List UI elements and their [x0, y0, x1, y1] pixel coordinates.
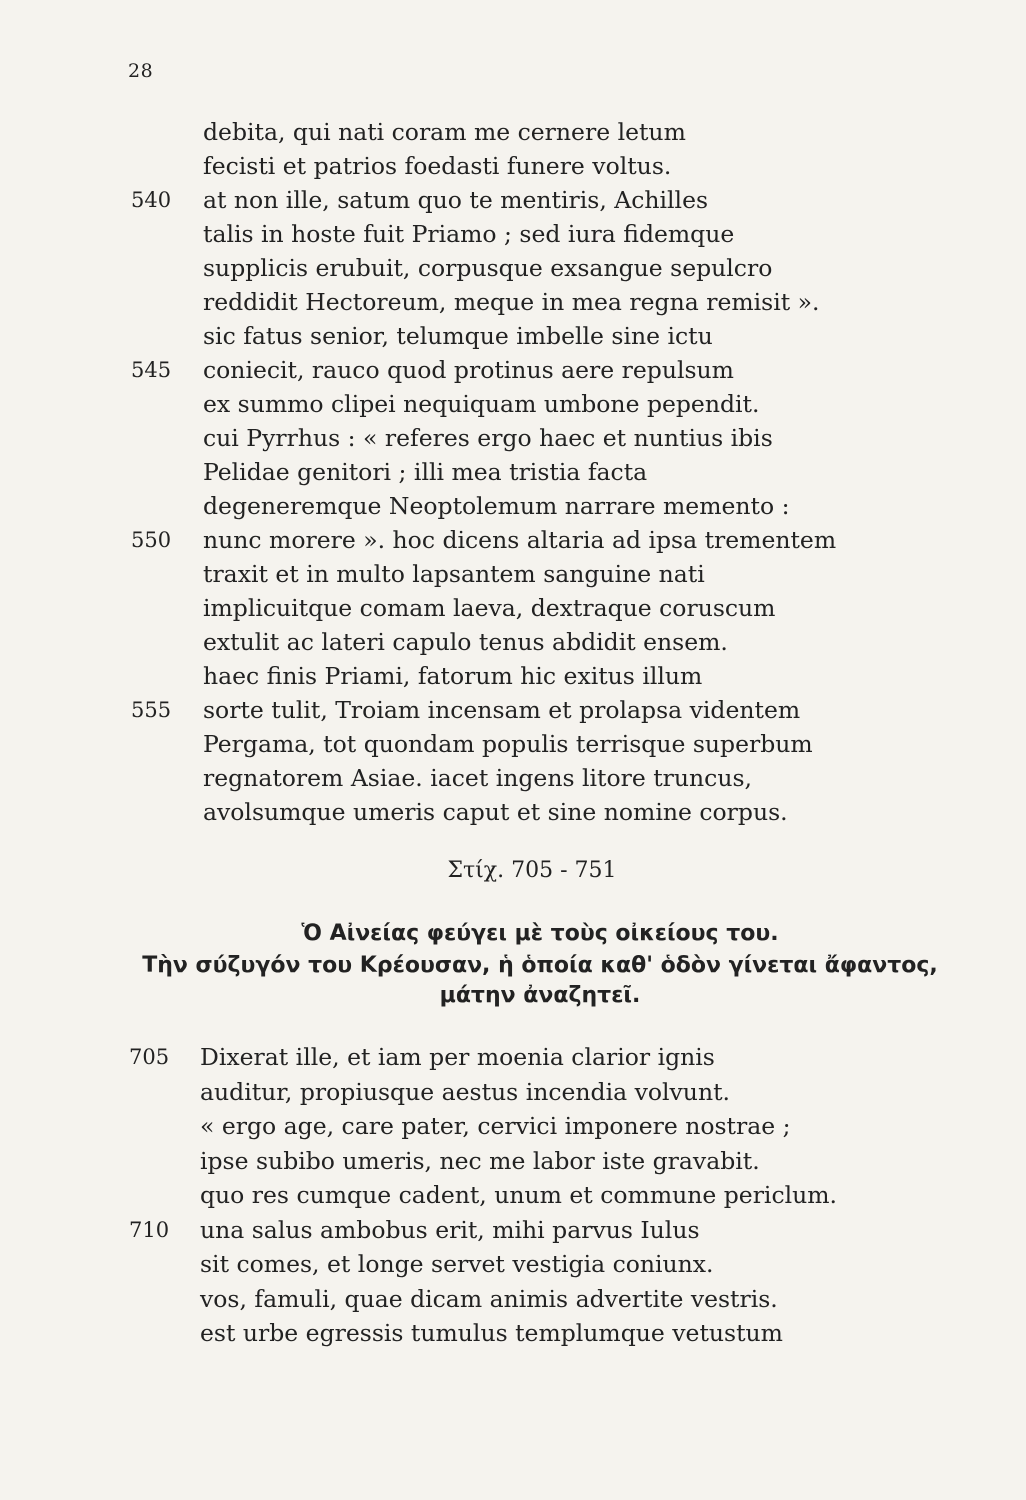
- verse-line: [0, 387, 1026, 421]
- verse-passage-2: [0, 1040, 1026, 1351]
- verse-line: [0, 1316, 1026, 1351]
- verse-text: auditur, propiusque aestus incendia volvunt.: [200, 1077, 730, 1106]
- line-number: 545: [131, 358, 172, 382]
- verse-text: coniecit, rauco quod protinus aere repulsum: [203, 356, 734, 384]
- verse-line: [0, 489, 1026, 523]
- line-number: 540: [131, 188, 172, 212]
- verse-line: [0, 693, 1026, 727]
- line-number: 550: [131, 528, 172, 552]
- verse-text: sit comes, et longe servet vestigia coniunx.: [200, 1250, 714, 1278]
- verse-line: [0, 591, 1026, 625]
- verse-line: [0, 523, 1026, 557]
- verse-line: [0, 1109, 1026, 1144]
- line-number: 555: [131, 698, 172, 722]
- verse-text: regnatorem Asiae. iacet ingens litore truncus,: [203, 764, 753, 792]
- verse-text: Pelidae genitori ; illi mea tristia facta: [203, 458, 648, 486]
- verse-text: reddidit Hectoreum, meque in mea regna remisit ».: [203, 288, 820, 316]
- page-number: 28: [128, 60, 154, 82]
- verse-text: est urbe egressis tumulus templumque vetustum: [200, 1319, 783, 1347]
- verse-line: [0, 1178, 1026, 1213]
- verse-line: [0, 795, 1026, 829]
- verse-text: nunc morere ». hoc dicens altaria ad ipsa trementem: [203, 526, 837, 554]
- verse-text: degeneremque Neoptolemum narrare memento :: [203, 492, 790, 520]
- verse-line: [0, 557, 1026, 591]
- verse-text: avolsumque umeris caput et sine nomine corpus.: [203, 798, 788, 826]
- line-number: 705: [129, 1045, 170, 1069]
- verse-line: [0, 625, 1026, 659]
- verse-line: [0, 115, 1026, 149]
- verse-text: haec finis Priami, fatorum hic exitus illum: [203, 662, 703, 690]
- verse-text: at non ille, satum quo te mentiris, Achilles: [203, 186, 709, 214]
- verse-text: Pergama, tot quondam populis terrisque superbum: [203, 730, 813, 758]
- verse-line: [0, 727, 1026, 761]
- verse-text: una salus ambobus erit, mihi parvus Iulus: [200, 1215, 700, 1244]
- verse-line: [0, 183, 1026, 217]
- verse-line: [0, 421, 1026, 455]
- verse-text: « ergo age, care pater, cervici imponere nostrae ;: [200, 1112, 791, 1140]
- verse-text: Dixerat ille, et iam per moenia clarior ignis: [200, 1043, 715, 1071]
- verse-line: [0, 1040, 1026, 1075]
- verse-line: [0, 455, 1026, 489]
- verse-text: cui Pyrrhus : « referes ergo haec et nuntius ibis: [203, 424, 773, 452]
- verse-line: [0, 1213, 1026, 1248]
- verse-line: [0, 1075, 1026, 1110]
- verse-line: [0, 353, 1026, 387]
- verse-text: fecisti et patrios foedasti funere voltus.: [203, 152, 672, 180]
- verse-line: [0, 251, 1026, 285]
- verse-text: traxit et in multo lapsantem sanguine nati: [203, 560, 705, 588]
- verse-line: [0, 285, 1026, 319]
- verse-passage-1: [0, 115, 1026, 829]
- verse-text: vos, famuli, quae dicam animis advertite vestris.: [200, 1284, 778, 1313]
- verse-line: [0, 217, 1026, 251]
- verse-line: [0, 319, 1026, 353]
- verse-line: [0, 1247, 1026, 1282]
- verse-line: [0, 149, 1026, 183]
- verse-line: [0, 761, 1026, 795]
- section-heading-line-2: Τὴν σύζυγόν του Κρέουσαν, ἡ ὁποία καθ' ὁδὸν γίνεται ἄφαντος,: [142, 953, 938, 978]
- verse-line: [0, 1282, 1026, 1317]
- verse-text: talis in hoste fuit Priamo ; sed iura fidemque: [203, 220, 735, 248]
- verse-text: supplicis erubuit, corpusque exsangue sepulcro: [203, 254, 773, 282]
- section-heading-line-1: Ὁ Αἰνείας φεύγει μὲ τοὺς οἰκείους του.: [301, 921, 779, 946]
- verse-text: extulit ac lateri capulo tenus abdidit ensem.: [203, 628, 728, 656]
- verse-line: [0, 659, 1026, 693]
- stich-reference: Στίχ. 705 - 751: [447, 858, 617, 883]
- verse-text: ipse subibo umeris, nec me labor iste gravabit.: [200, 1146, 760, 1175]
- verse-text: quo res cumque cadent, unum et commune periclum.: [200, 1181, 838, 1209]
- verse-text: implicuitque comam laeva, dextraque coruscum: [203, 594, 776, 622]
- verse-text: sic fatus senior, telumque imbelle sine ictu: [203, 322, 713, 350]
- verse-line: [0, 1144, 1026, 1179]
- verse-text: debita, qui nati coram me cernere letum: [203, 118, 686, 146]
- section-heading-line-3: μάτην ἀναζητεῖ.: [439, 983, 641, 1008]
- line-number: 710: [129, 1217, 170, 1242]
- verse-text: sorte tulit, Troiam incensam et prolapsa videntem: [203, 696, 801, 724]
- verse-text: ex summo clipei nequiquam umbone pependit.: [203, 390, 760, 418]
